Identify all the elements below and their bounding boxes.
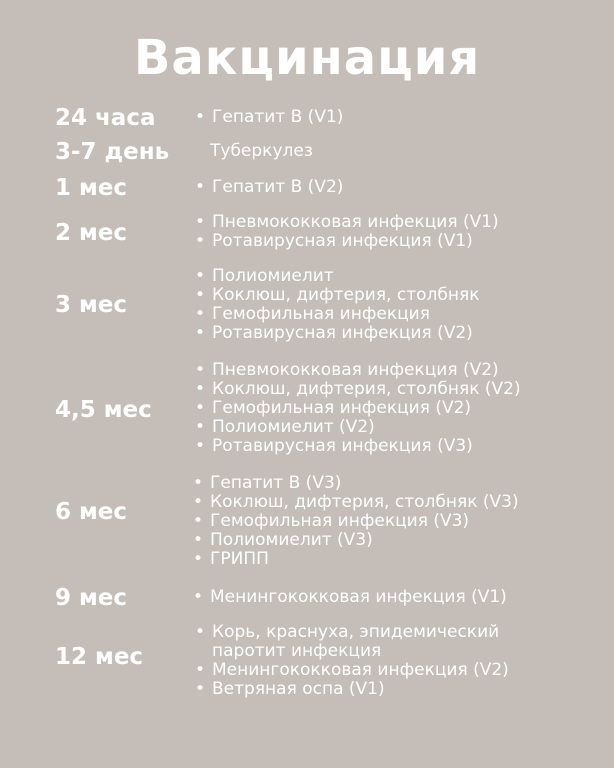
vaccine-list [192, 361, 521, 456]
vaccine-item: • Ротавирусная инфекция (V1) [195, 231, 473, 251]
age-label: 3 мес [55, 292, 128, 318]
vaccine-item: • Полиомиелит [195, 266, 334, 286]
vaccine-item: • ГРИПП [193, 549, 269, 569]
age-label: 9 мес [55, 585, 128, 611]
vaccine-list [190, 474, 519, 569]
vaccine-item: • Коклюш, дифтерия, столбняк [195, 285, 480, 305]
vaccine-item: • Гемофильная инфекция (V3) [193, 511, 470, 531]
vaccine-item: • Менингококковая инфекция (V2) [195, 660, 509, 680]
bullet-icon: • [195, 660, 206, 680]
vaccine-item: • Полиомиелит (V2) [195, 417, 375, 437]
vaccine-item: • Пневмококковая инфекция (V2) [195, 360, 499, 380]
vaccine-item: • Гемофильная инфекция [195, 304, 430, 324]
bullet-icon: • [195, 436, 206, 456]
vaccine-item: • Корь, краснуха, эпидемический [195, 622, 500, 642]
bullet-icon: • [195, 231, 206, 251]
age-label: 1 мес [55, 175, 128, 201]
bullet-icon: • [195, 266, 206, 286]
bullet-icon: • [193, 587, 204, 607]
bullet-icon: • [195, 212, 206, 232]
bullet-icon: • [193, 473, 204, 493]
bullet-icon: • [195, 379, 206, 399]
vaccine-item: • Ротавирусная инфекция (V3) [195, 436, 473, 456]
vaccine-list [192, 267, 479, 343]
vaccine-list [192, 178, 343, 197]
bullet-icon: • [195, 360, 206, 380]
bullet-icon: • [195, 417, 206, 437]
vaccine-item: • Гепатит В (V3) [193, 473, 342, 493]
bullet-icon: • [195, 323, 206, 343]
vaccine-list [192, 108, 343, 127]
vaccine-item: • Менингококковая инфекция (V1) [193, 587, 507, 607]
age-label: 6 мес [55, 499, 128, 525]
bullet-icon: • [193, 549, 204, 569]
vaccine-item: Туберкулез [210, 141, 313, 161]
vaccine-item: • Ротавирусная инфекция (V2) [195, 323, 473, 343]
page-title: Вакцинация [133, 30, 481, 86]
vaccine-item: • Гепатит В (V1) [195, 107, 344, 127]
age-label: 3-7 день [55, 139, 170, 165]
bullet-icon: • [195, 622, 206, 642]
bullet-icon: • [193, 492, 204, 512]
vaccine-item: • Гемофильная инфекция (V2) [195, 398, 472, 418]
vaccine-item: • Ветряная оспа (V1) [195, 679, 385, 699]
vaccine-item: • Пневмококковая инфекция (V1) [195, 212, 499, 232]
bullet-icon: • [195, 285, 206, 305]
vaccine-list [192, 142, 313, 161]
vaccine-item-continuation: паротит инфекция [212, 641, 382, 661]
bullet-icon: • [195, 398, 206, 418]
bullet-icon: • [195, 177, 206, 197]
age-label: 4,5 мес [55, 397, 152, 423]
bullet-icon: • [195, 304, 206, 324]
vaccine-list [192, 623, 509, 699]
bullet-icon: • [195, 107, 206, 127]
age-label: 24 часа [55, 105, 156, 131]
bullet-icon: • [193, 511, 204, 531]
vaccine-item: • Коклюш, дифтерия, столбняк (V2) [195, 379, 521, 399]
vaccine-item: • Полиомиелит (V3) [193, 530, 373, 550]
vaccine-item: • Гепатит В (V2) [195, 177, 344, 197]
bullet-icon: • [195, 679, 206, 699]
vaccine-list [192, 213, 499, 251]
vaccine-item: • Коклюш, дифтерия, столбняк (V3) [193, 492, 519, 512]
age-label: 12 мес [55, 644, 144, 670]
bullet-icon: • [193, 530, 204, 550]
age-label: 2 мес [55, 220, 128, 246]
vaccine-list [190, 588, 507, 607]
